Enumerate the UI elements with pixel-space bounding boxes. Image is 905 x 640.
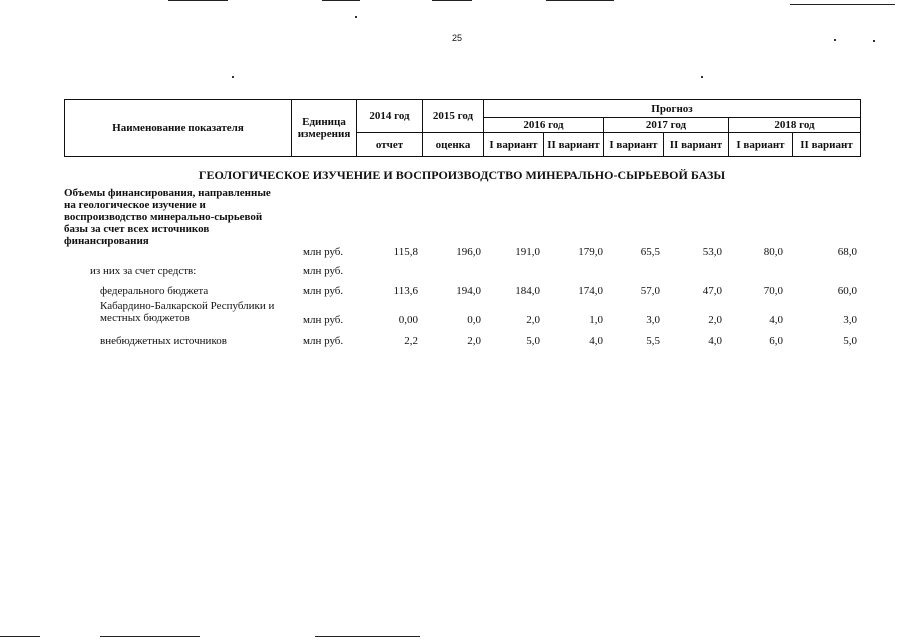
- scan-artifact-dot: [701, 76, 703, 78]
- scan-artifact-line: [322, 0, 360, 1]
- header-2018: 2018 год: [729, 118, 861, 133]
- scan-artifact-dot: [232, 76, 234, 78]
- header-2016-variant-1: I вариант: [484, 133, 544, 157]
- header-2018-variant-2: II вариант: [793, 133, 861, 157]
- value-cell: 2,0: [526, 314, 540, 326]
- row-unit: млн руб.: [303, 285, 344, 297]
- value-cell: 47,0: [702, 285, 722, 297]
- row-label-extrabudgetary: внебюджетных источников: [100, 335, 227, 347]
- value-cell: 80,0: [763, 246, 783, 258]
- row-unit: млн руб.: [303, 314, 344, 326]
- scan-artifact-dot: [834, 39, 836, 41]
- value-cell: 2,2: [404, 335, 418, 347]
- value-cell: 113,6: [393, 285, 418, 297]
- header-report: отчет: [357, 133, 423, 157]
- row-label-total: Объемы финансирования, направленные на геологическое изучение и воспроизводство минерально-сырьевой базы за счет всех источников финансирования: [64, 187, 271, 247]
- value-cell: 115,8: [393, 246, 418, 258]
- header-estimate: оценка: [423, 133, 484, 157]
- value-cell: 3,0: [843, 314, 857, 326]
- value-cell: 4,0: [589, 335, 603, 347]
- header-name-column: Наименование показателя: [65, 100, 292, 157]
- header-2017-variant-1: I вариант: [604, 133, 664, 157]
- value-cell: 191,0: [515, 246, 540, 258]
- value-cell: 5,5: [646, 335, 660, 347]
- value-cell: 5,0: [843, 335, 857, 347]
- header-2014: 2014 год: [357, 100, 423, 133]
- value-cell: 179,0: [578, 246, 603, 258]
- value-cell: 0,00: [398, 314, 418, 326]
- value-cell: 57,0: [640, 285, 660, 297]
- scan-artifact-line: [432, 0, 472, 1]
- value-cell: 184,0: [515, 285, 540, 297]
- row-unit: млн руб.: [303, 246, 344, 258]
- value-cell: 196,0: [456, 246, 481, 258]
- value-cell: 68,0: [837, 246, 857, 258]
- value-cell: 4,0: [769, 314, 783, 326]
- value-cell: 0,0: [467, 314, 481, 326]
- value-cell: 174,0: [578, 285, 603, 297]
- value-cell: 3,0: [646, 314, 660, 326]
- scan-artifact-line: [168, 0, 228, 1]
- header-2015: 2015 год: [423, 100, 484, 133]
- row-label-federal: федерального бюджета: [100, 285, 209, 297]
- header-2018-variant-1: I вариант: [729, 133, 793, 157]
- row-unit: млн руб.: [303, 265, 344, 277]
- header-2017-variant-2: II вариант: [664, 133, 729, 157]
- value-cell: 5,0: [526, 335, 540, 347]
- header-2017: 2017 год: [604, 118, 729, 133]
- header-forecast: Прогноз: [484, 100, 861, 118]
- scan-artifact-line: [100, 636, 200, 637]
- value-cell: 70,0: [763, 285, 783, 297]
- scan-artifact-line: [546, 0, 614, 1]
- row-label-regional: Кабардино-Балкарской Республики и местных бюджетов: [100, 300, 275, 324]
- scan-artifact-dot: [873, 40, 875, 42]
- row-label-of-which: из них за счет средств:: [90, 265, 197, 277]
- value-cell: 60,0: [837, 285, 857, 297]
- header-2016-variant-2: II вариант: [544, 133, 604, 157]
- section-title: ГЕОЛОГИЧЕСКОЕ ИЗУЧЕНИЕ И ВОСПРОИЗВОДСТВО МИНЕРАЛЬНО-СЫРЬЕВОЙ БАЗЫ: [198, 168, 726, 182]
- scan-artifact-line: [790, 4, 895, 5]
- value-cell: 1,0: [589, 314, 603, 326]
- scan-artifact-dot: [355, 16, 357, 18]
- header-unit-column: Единица измерения: [292, 100, 357, 157]
- scan-artifact-line: [0, 636, 40, 637]
- value-cell: 4,0: [708, 335, 722, 347]
- value-cell: 6,0: [769, 335, 783, 347]
- header-table: [64, 99, 861, 157]
- value-cell: 2,0: [467, 335, 481, 347]
- page-number: 25: [452, 33, 463, 43]
- value-cell: 194,0: [456, 285, 481, 297]
- value-cell: 53,0: [702, 246, 722, 258]
- header-2016: 2016 год: [484, 118, 604, 133]
- row-unit: млн руб.: [303, 335, 344, 347]
- scan-artifact-line: [315, 636, 420, 637]
- value-cell: 2,0: [708, 314, 722, 326]
- value-cell: 65,5: [640, 246, 660, 258]
